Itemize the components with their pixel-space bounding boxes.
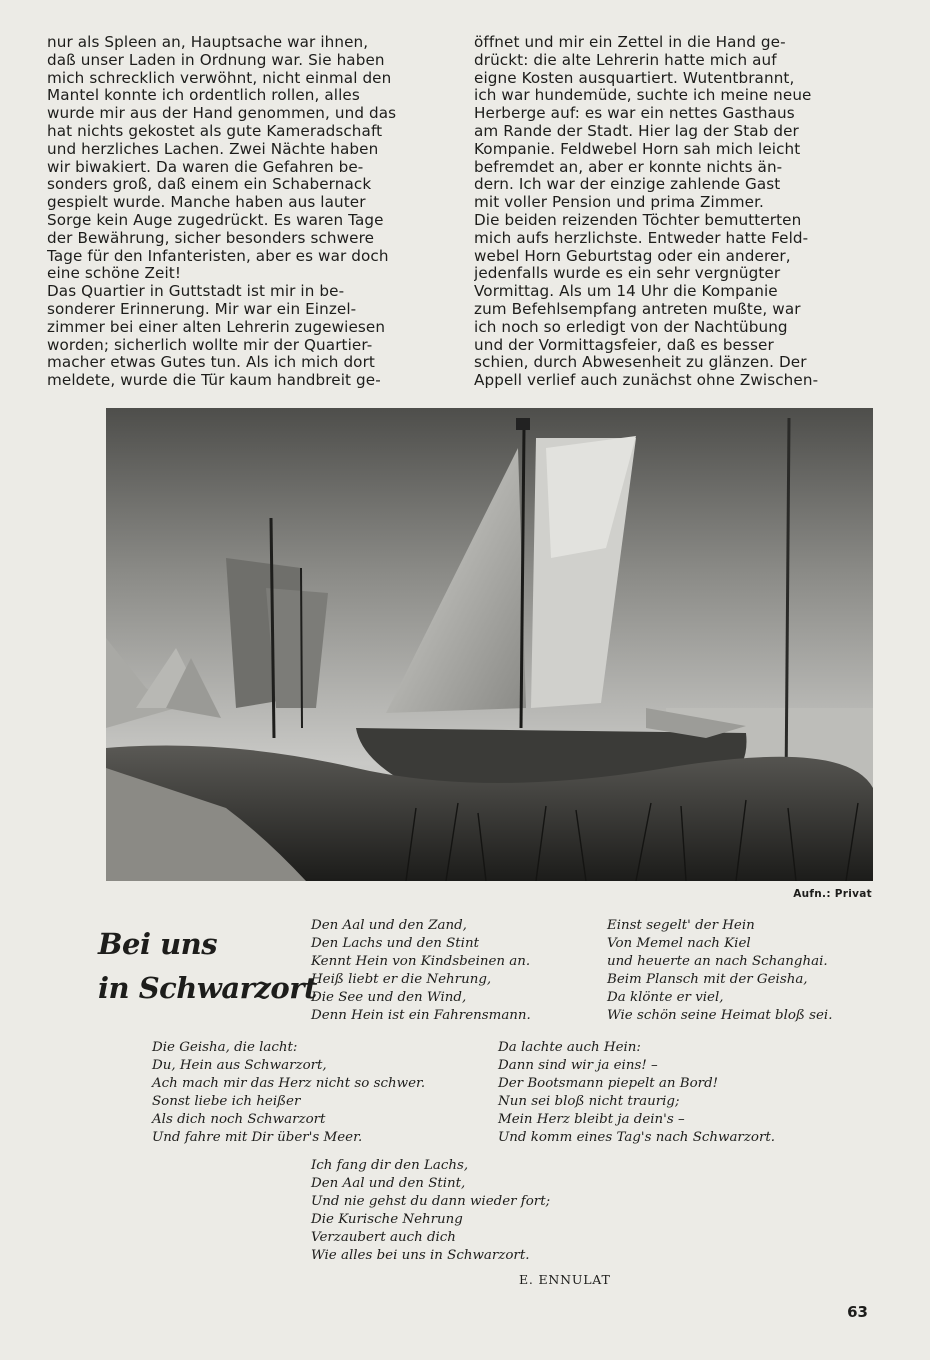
poem-verse: Da klönte er viel, [607, 990, 724, 1005]
text-line: eine schöne Zeit! [47, 265, 182, 283]
poem-verse: Die See und den Wind, [311, 990, 467, 1005]
text-line: dern. Ich war der einzige zahlende Gast [474, 176, 781, 194]
poem-verse: Und komm eines Tag's nach Schwarzort. [498, 1130, 775, 1145]
text-line: daß unser Laden in Ordnung war. Sie haben [47, 51, 385, 69]
poem-stanza-3 [152, 1039, 425, 1147]
text-line: zum Befehlsempfang antreten mußte, war [474, 300, 801, 318]
poem-verse: Der Bootsmann piepelt an Bord! [498, 1076, 719, 1091]
poem-verse: Denn Hein ist ein Fahrensmann. [311, 1008, 531, 1023]
poem-verse: Den Aal und den Stint, [311, 1176, 466, 1191]
poem-verse: Wie alles bei uns in Schwarzort. [311, 1248, 530, 1263]
poem-title-line: Bei uns [98, 927, 218, 961]
article-right-column [474, 34, 878, 390]
poem-verse: Den Lachs und den Stint [311, 936, 479, 951]
text-line: ich war hundemüde, suchte ich meine neue [474, 87, 812, 105]
text-line: sonderer Erinnerung. Mir war ein Einzel- [47, 300, 357, 318]
text-line: Mantel konnte ich ordentlich rollen, alles [47, 87, 360, 105]
poem-stanza-1 [311, 917, 531, 1025]
text-line: Tage für den Infanteristen, aber es war doch [47, 247, 389, 265]
text-line: wir biwakiert. Da waren die Gefahren be- [47, 158, 364, 176]
text-line: Herberge auf: es war ein nettes Gasthaus [474, 105, 795, 123]
poem-verse: Du, Hein aus Schwarzort, [152, 1058, 327, 1073]
text-line: Kompanie. Feldwebel Horn sah mich leicht [474, 140, 801, 158]
poem-stanza-5 [311, 1157, 550, 1265]
text-line: gespielt wurde. Manche haben aus lauter [47, 194, 366, 212]
poem-verse: Als dich noch Schwarzort [152, 1112, 326, 1127]
poem-verse: Sonst liebe ich heißer [152, 1094, 301, 1109]
poem-verse: Heiß liebt er die Nehrung, [311, 972, 492, 987]
text-line: Sorge kein Auge zugedrückt. Es waren Tage [47, 211, 384, 229]
poem-verse: Beim Plansch mit der Geisha, [607, 972, 808, 987]
text-line: worden; sicherlich wollte mir der Quartier- [47, 336, 373, 354]
poem-verse: Kennt Hein von Kindsbeinen an. [311, 954, 531, 969]
text-line: nur als Spleen an, Hauptsache war ihnen, [47, 34, 369, 51]
text-line: webel Horn Geburtstag oder ein anderer, [474, 247, 791, 265]
text-line: der Bewährung, sicher besonders schwere [47, 229, 375, 247]
poem-verse: Die Geisha, die lacht: [152, 1040, 298, 1055]
poem-verse: Ich fang dir den Lachs, [311, 1158, 469, 1173]
text-line: mit voller Pension und prima Zimmer. [474, 194, 764, 212]
poem-verse: Wie schön seine Heimat bloß sei. [607, 1008, 833, 1023]
poem-verse: Die Kurische Nehrung [311, 1212, 463, 1227]
text-line: wurde mir aus der Hand genommen, und das [47, 105, 397, 123]
poem-verse: Verzaubert auch dich [311, 1230, 456, 1245]
text-line: mich aufs herzlichste. Entweder hatte Feld- [474, 229, 809, 247]
text-line: zimmer bei einer alten Lehrerin zugewiesen [47, 318, 386, 336]
poem-verse: Ach mach mir das Herz nicht so schwer. [152, 1076, 426, 1091]
text-line: mich schrecklich verwöhnt, nicht einmal den [47, 69, 392, 87]
text-line: schien, durch Abwesenheit zu glänzen. Der [474, 354, 807, 372]
text-line: Vormittag. Als um 14 Uhr die Kompanie [474, 283, 778, 301]
poem-author: E. ENNULAT [519, 1272, 611, 1287]
poem-verse: Und fahre mit Dir über's Meer. [152, 1130, 363, 1145]
poem-title-line: in Schwarzort [98, 971, 317, 1005]
sailboats-photo-illustration [106, 408, 873, 881]
text-line: jedenfalls wurde es ein sehr vergnügter [474, 265, 781, 283]
text-line: Appell verlief auch zunächst ohne Zwischen- [474, 372, 819, 390]
text-line: ich noch so erledigt von der Nachtübung [474, 318, 788, 336]
poem-verse: Den Aal und den Zand, [311, 918, 467, 933]
text-line: meldete, wurde die Tür kaum handbreit ge- [47, 372, 381, 390]
text-line: hat nichts gekostet als gute Kameradschaft [47, 122, 383, 140]
poem-title [98, 922, 317, 1010]
poem-verse: und heuerte an nach Schanghai. [607, 954, 828, 969]
article-left-column [47, 34, 451, 390]
text-line: und der Vormittagsfeier, daß es besser [474, 336, 774, 354]
poem-verse: Mein Herz bleibt ja dein's – [498, 1112, 685, 1127]
text-line: befremdet an, aber er konnte nichts än- [474, 158, 783, 176]
text-line: eigne Kosten ausquartiert. Wutentbrannt, [474, 69, 795, 87]
poem-verse: Einst segelt' der Hein [607, 918, 755, 933]
photo-credit: Aufn.: Privat [793, 888, 872, 900]
poem-verse: Von Memel nach Kiel [607, 936, 751, 951]
text-line: am Rande der Stadt. Hier lag der Stab der [474, 122, 799, 140]
poem-verse: Dann sind wir ja eins! – [498, 1058, 658, 1073]
text-line: Die beiden reizenden Töchter bemutterten [474, 211, 802, 229]
text-line: Das Quartier in Guttstadt ist mir in be- [47, 283, 345, 301]
poem-verse: Und nie gehst du dann wieder fort; [311, 1194, 551, 1209]
text-line: öffnet und mir ein Zettel in die Hand ge- [474, 34, 786, 51]
page-number: 63 [847, 1303, 868, 1321]
poem-stanza-4 [498, 1039, 775, 1147]
text-line: sonders groß, daß einem ein Schabernack [47, 176, 372, 194]
poem-verse: Da lachte auch Hein: [498, 1040, 641, 1055]
poem-verse: Nun sei bloß nicht traurig; [498, 1094, 680, 1109]
text-line: und herzliches Lachen. Zwei Nächte haben [47, 140, 379, 158]
poem-stanza-2 [607, 917, 832, 1025]
text-line: drückt: die alte Lehrerin hatte mich auf [474, 51, 777, 69]
text-line: macher etwas Gutes tun. Als ich mich dort [47, 354, 375, 372]
sailboats-photo [106, 408, 873, 881]
